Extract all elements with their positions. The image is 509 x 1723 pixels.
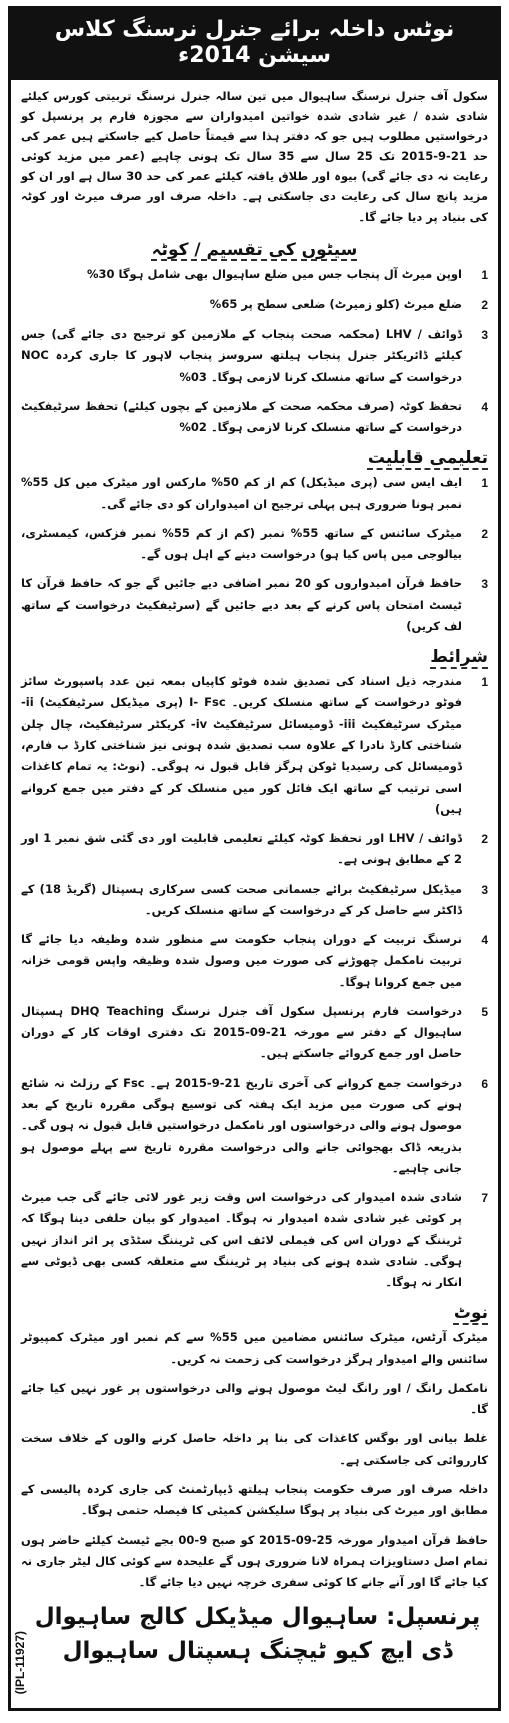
education-list <box>11 472 498 637</box>
note-item: حافظ قرآن امیدوار مورخہ 25-09-2015 کو صبح 9-00 بجے ٹیسٹ کیلئے حاضر ہوں تمام اصل دستاویزات ہمراہ لانا ضروری ہوں گے علیحدہ سے کوئی کال لیٹر جاری نہ کیا جائے گا اور آنے جانے کا کوئی سفری خرچہ نہیں دیا جائے گا۔ <box>21 1532 488 1590</box>
list-item <box>21 523 488 566</box>
footer-signature <box>11 1601 498 1668</box>
list-item <box>21 294 488 316</box>
item-text: مندرجہ ذیل اسناد کی تصدیق شدہ فوٹو کاپیاں بمعہ تین عدد پاسپورٹ سائز فوٹو درخواست کے ساتھ منسلک کریں۔ I- Fsc (پری میڈیکل سرٹیفکیٹ) ii- میٹرک سرٹیفکیٹ iii- ڈومیسائل سرٹیفکیٹ iv- کریکٹر سرٹیفکیٹ، چال چلن شناختی کارڈ نادرا کے علاوہ سب تصدیق شدہ ہونی نیز شناختی کارڈ ب فارم، ڈومیسائل کی رسیدیا ٹوکن ہرگز قابل قبول نہ ہوگی۔ (نوٹ: یہ تمام کاغذات اسی ترتیب کے ساتھ ایک فائل کور میں منسلک کر کے دفتر میں جمع کروانے ہیں) <box>21 674 463 816</box>
note-item: میٹرک آرٹس، میٹرک سائنس مضامین میں 55% سے کم نمبر اور میٹرک کمپیوٹر سائنس والے امیدوار ہرگز درخواست کی زحمت نہ کریں۔ <box>21 1330 488 1366</box>
item-text: نرسنگ تربیت کے دوران پنجاب حکومت سے منظور شدہ وظیفہ دیا جائے گا تربیت نامکمل چھوڑنے کی صورت میں وصول شدہ وظیفہ واپس قومی خزانہ میں جمع کروانا ہوگا۔ <box>21 932 462 989</box>
item-number: 5 <box>481 1004 488 1019</box>
item-text: شادی شدہ امیدوار کی درخواست اس وقت زیر غور لائی جائے گی جب میرٹ پر کوئی غیر شادی شدہ امیدوار نہ ہوگا۔ امیدوار کو بیان حلفی دینا ہوگا کہ ٹریننگ کے دوران اس کی فیملی لائف اس کی ٹریننگ سٹڈی پر اثر انداز نہیں ہوگی۔ شادی شدہ ہونے کی بنیاد پر ٹریننگ سے متعلقہ کسی بھی ڈیوٹی سے انکار نہ ہوگا۔ <box>21 1190 462 1290</box>
item-text: ایف ایس سی (پری میڈیکل) کم از کم 50% مارکس اور میٹرک میں کل 55% نمبر ہونا ضروری ہیں پہلی ترجیح ان امیدواران کو دی جائے گی۔ <box>21 475 463 511</box>
item-number: 1 <box>481 675 488 690</box>
list-item <box>21 264 488 286</box>
list-item <box>21 929 488 993</box>
item-number: 2 <box>481 526 488 541</box>
item-text: میٹرک سائنس کے ساتھ 55% نمبر (کم از کم 55% نمبر فزکس، کیمسٹری، بیالوجی میں پاس کیا ہو) درخواست دینے کے اہل ہوں گے۔ <box>21 525 462 562</box>
item-text: اوپن میرٹ آل پنجاب جس میں ضلع ساہیوال بھی شامل ہوگا 30% <box>86 266 462 281</box>
note-item: داخلہ صرف اور صرف حکومت پنجاب ہیلتھ ڈیپارٹمنٹ کی جاری کردہ پالیسی کے مطابق اور میرٹ کی بنیاد پر ہوگا سلیکشن کمیٹی کا فیصلہ حتمی ہوگا۔ <box>21 1481 488 1518</box>
item-text: ضلع میرٹ (کلو زمیرٹ) ضلعی سطح پر 65% <box>209 296 462 311</box>
item-number: 4 <box>481 399 488 414</box>
item-text: تحفظ کوٹہ (صرف محکمہ صحت کے ملازمین کے بچوں کیلئے) تحفظ سرٹیفکیٹ درخواست کے ساتھ منسلک کرنا لازمی ہوگا۔ 02% <box>21 398 462 435</box>
list-item <box>21 573 488 637</box>
note-item: نامکمل رانگ / اور رانگ لیٹ موصول ہونے والی درخواستوں پر غور نہیں کیا جائے گا۔ <box>21 1380 488 1417</box>
list-item <box>21 324 488 388</box>
notice-page <box>8 6 501 1711</box>
list-item <box>21 828 488 871</box>
item-number: 2 <box>481 832 488 847</box>
education-heading: تعلیمی قابلیت <box>367 448 488 469</box>
item-text: درخواست جمع کروانے کی آخری تاریخ 21-9-2015 ہے۔ Fsc کے رزلٹ نہ شائع ہونے کی صورت میں مزید ایک ہفتہ کی توسیع ہوگی مقررہ تاریخ کے بعد موصول ہونے والی درخواستوں اور نامکمل درخواستیں قابل قبول نہ ہوں گی۔ بذریعہ ڈاک بھجوائی جانے والی درخواست مقررہ تاریخ سے پہلے موصول ہو جانی چاہیے۔ <box>21 1075 463 1175</box>
item-text: ڈوائف / LHV (محکمہ صحت پنجاب کے ملازمین کو ترجیح دی جائے گی) جس کیلئے ڈائریکٹر جنرل پنجاب ہیلتھ سروسز پنجاب لاہور کا جاری کردہ NOC درخواست کے ساتھ منسلک کرنا لازمی ہوگا۔ 03% <box>21 327 462 384</box>
notes-heading: نوٹ <box>453 1303 488 1324</box>
item-number: 3 <box>481 577 488 592</box>
item-text: درخواست فارم پرنسپل سکول آف جنرل نرسنگ DHQ Teaching ہسپتال ساہیوال کے دفتر سے مورخہ 21-09-2015 تک دفتری اوقات کار کے دوران حاصل اور جمع کروائے جاسکتے ہیں۔ <box>21 1003 462 1061</box>
intro-paragraph: سکول آف جنرل نرسنگ ساہیوال میں تین سالہ جنرل نرسنگ تربیتی کورس کیلئے شادی شدہ / غیر شادی شدہ خواتین امیدواران سے مجوزہ فارم پر پرنسپل کو درخواستیں مطلوب ہیں جو کہ دفتر ہذا سے قیمتاً حاصل کیے جاسکتے ہیں عمر کی حد 21-9-2015 تک 25 سال سے 35 سال تک ہونی چاہیے (عمر میں مزید کوئی رعایت نہ دی جائے گی) بیوہ اور طلاق یافتہ کیلئے عمر کی حد 30 سال ہے اور ان کو مزید پانچ سال کی رعایت دی جاسکتی ہے۔ داخلہ صرف اور صرف میرٹ اور کوٹہ کی بنیاد پر دیا جائے گا۔ <box>21 88 489 224</box>
list-item <box>21 396 488 439</box>
conditions-heading: شرائط <box>430 647 488 668</box>
seats-list <box>11 264 498 439</box>
item-number: 3 <box>481 882 488 897</box>
item-number: 1 <box>481 476 488 491</box>
note-item: غلط بیانی اور بوگس کاغذات کی بنا پر داخلہ حاصل کرنے والوں کے خلاف سخت کارروائی کی جاسکتی ہے۔ <box>21 1431 488 1467</box>
item-text: ڈوائف / LHV اور تحفظ کوٹہ کیلئے تعلیمی قابلیت اور دی گئی شق نمبر 1 اور 2 کے مطابق ہونی ہے۔ <box>21 831 463 867</box>
item-text: حافظ قرآن امیدواروں کو 20 نمبر اضافی دیے جائیں گے جو کہ حافظ قرآن کا ٹیسٹ امتحان پاس کرنے کے بعد دیے جائیں گے (سرٹیفکیٹ درخواست کے ساتھ لف کریں) <box>21 576 462 633</box>
item-number: 1 <box>481 267 488 282</box>
item-text: میڈیکل سرٹیفکیٹ برائے جسمانی صحت کسی سرکاری ہسپتال (گریڈ 18) کے ڈاکٹر سے حاصل کر کے درخواست کے ساتھ منسلک کریں۔ <box>21 881 463 917</box>
notes-list <box>11 1327 498 1593</box>
publication-code: (IPL-11927) <box>13 1630 27 1694</box>
list-item <box>21 472 488 515</box>
list-item <box>21 1073 488 1179</box>
conditions-list <box>11 671 498 1293</box>
item-number: 3 <box>481 328 488 343</box>
notice-title: نوٹس داخلہ برائے جنرل نرسنگ کلاس سیشن 2014ء <box>11 9 498 80</box>
list-item <box>21 1187 488 1293</box>
footer-principal: پرنسپل: ساہیوال میڈیکل کالج ساہیوال <box>34 1604 481 1631</box>
list-item <box>21 671 488 820</box>
seats-heading: سیٹوں کی تقسیم / کوٹہ <box>151 239 358 260</box>
footer-hospital: ڈی ایچ کیو ٹیچنگ ہسپتال ساہیوال <box>62 1637 453 1664</box>
item-number: 6 <box>481 1076 488 1091</box>
list-item <box>21 879 488 922</box>
item-number: 2 <box>481 297 488 312</box>
list-item <box>21 1001 488 1065</box>
item-number: 7 <box>481 1191 488 1206</box>
item-number: 4 <box>481 933 488 948</box>
